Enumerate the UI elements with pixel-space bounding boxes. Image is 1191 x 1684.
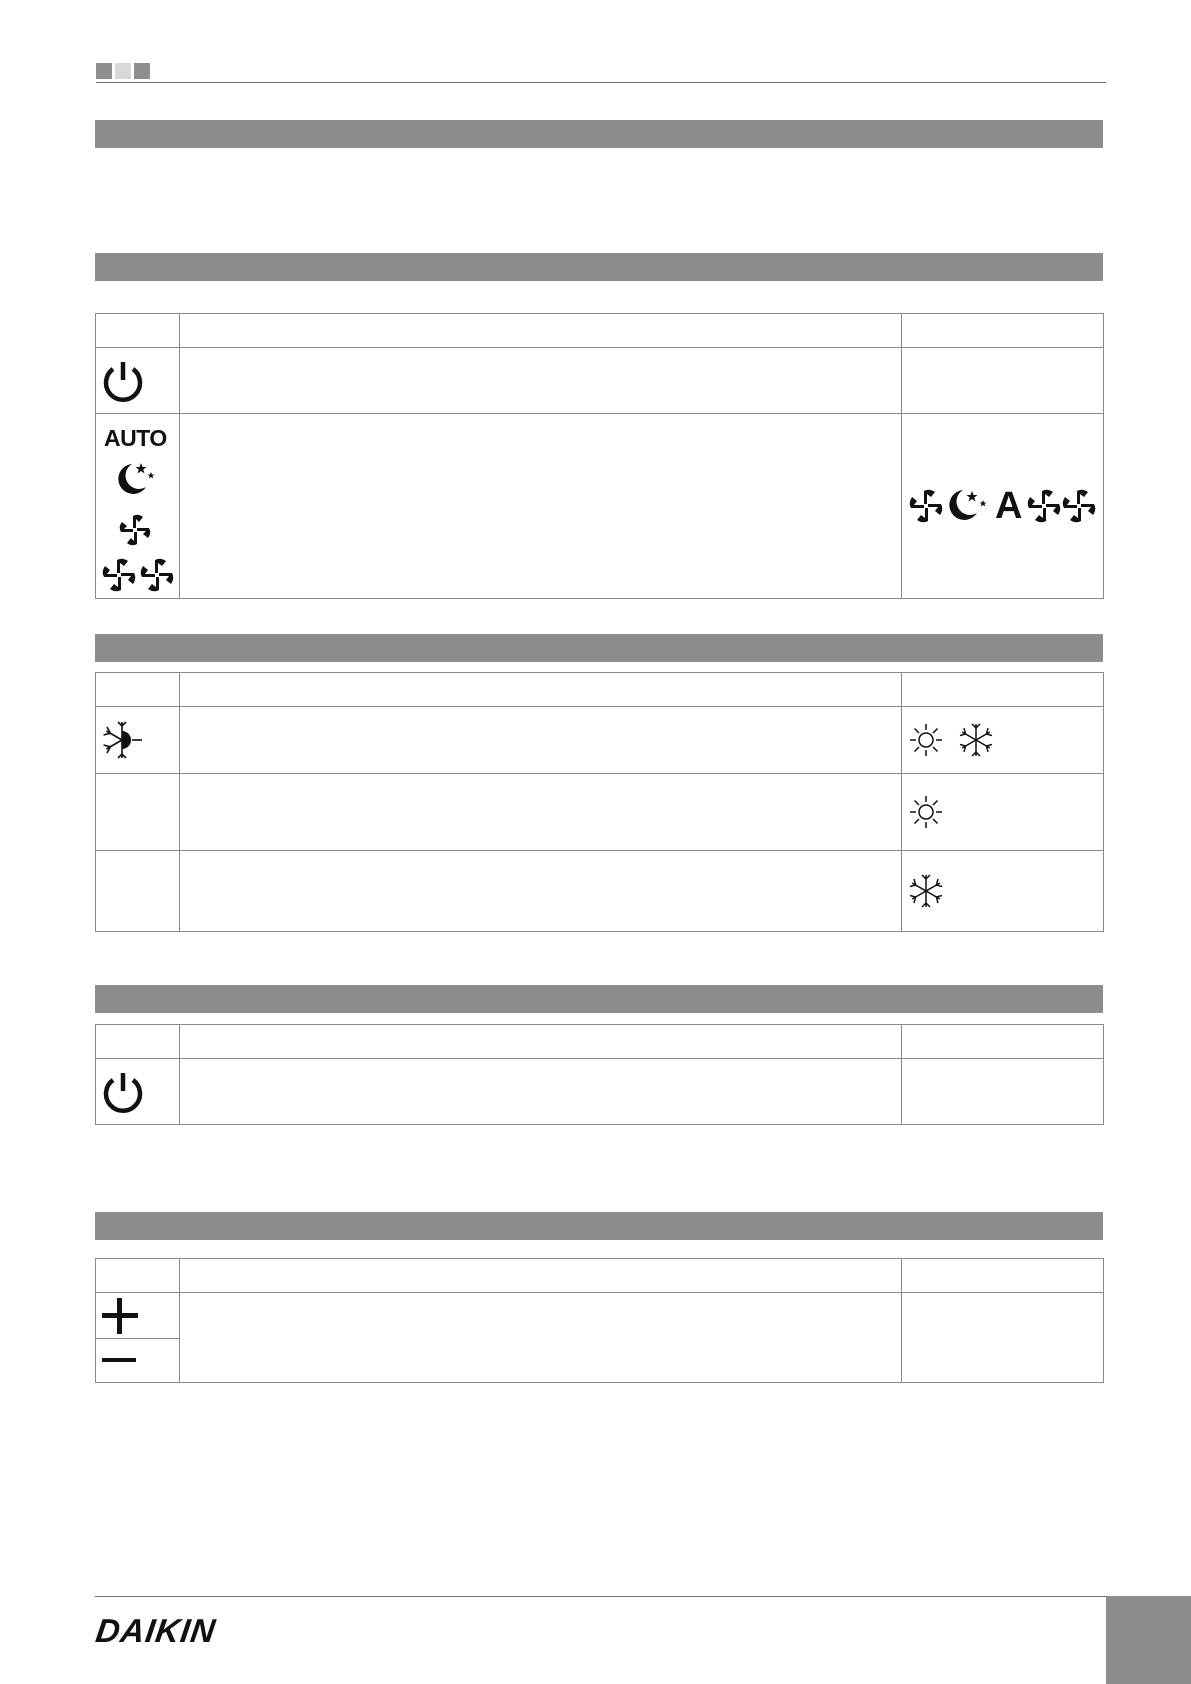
function-table-power	[95, 1024, 1104, 1125]
table-cell	[180, 314, 902, 348]
table-cell	[902, 1293, 1104, 1383]
table-cell	[96, 1059, 180, 1125]
footer-rule	[95, 1596, 1106, 1597]
moon-stars-icon	[946, 487, 990, 525]
table-cell	[180, 348, 902, 414]
table-cell	[180, 673, 902, 707]
fan-icon	[117, 512, 153, 548]
table-cell	[180, 851, 902, 932]
table-row	[96, 1293, 1104, 1339]
heat-cool-icon	[100, 718, 144, 762]
table-cell	[96, 314, 180, 348]
power-icon	[100, 358, 146, 404]
table-cell	[902, 414, 1104, 599]
table-cell	[902, 348, 1104, 414]
power-icon	[100, 1069, 146, 1115]
header-squares	[96, 63, 150, 79]
table-row	[96, 774, 1104, 851]
table-cell	[180, 707, 902, 774]
table-cell	[96, 1025, 180, 1059]
section-bar	[95, 985, 1103, 1013]
sun-icon	[908, 722, 944, 758]
table-header-row	[96, 1259, 1104, 1293]
daikin-logo	[93, 1612, 218, 1650]
table-row	[96, 348, 1104, 414]
function-table-adjust	[95, 1258, 1104, 1383]
table-cell	[96, 851, 180, 932]
table-cell	[96, 1293, 180, 1339]
table-cell	[902, 707, 1104, 774]
table-cell	[96, 774, 180, 851]
double-fan-icon	[1027, 488, 1097, 524]
table-cell	[180, 774, 902, 851]
sun-icon	[908, 794, 944, 830]
table-cell	[902, 851, 1104, 932]
table-cell	[96, 1339, 180, 1383]
table-cell	[902, 1259, 1104, 1293]
table-cell	[96, 707, 180, 774]
header-square	[96, 63, 112, 79]
table-cell	[902, 1059, 1104, 1125]
table-header-row	[96, 673, 1104, 707]
auto-fan-letter: A	[995, 485, 1023, 527]
table-cell	[96, 1259, 180, 1293]
minus-icon	[99, 1346, 141, 1376]
plus-icon	[99, 1295, 141, 1337]
moon-stars-icon	[115, 461, 157, 499]
table-cell	[902, 774, 1104, 851]
section-bar	[95, 120, 1103, 148]
snowflake-icon	[958, 722, 994, 758]
table-cell	[96, 673, 180, 707]
table-row	[96, 1059, 1104, 1125]
table-cell	[96, 414, 180, 599]
table-cell	[180, 1059, 902, 1125]
header-square	[134, 63, 150, 79]
table-cell	[180, 1293, 902, 1383]
table-cell	[180, 1259, 902, 1293]
section-bar	[95, 1212, 1103, 1240]
function-table-mode	[95, 672, 1104, 932]
page-tab	[1106, 1596, 1191, 1684]
table-cell	[180, 414, 902, 599]
header-square	[115, 63, 131, 79]
logo-text: DAIKIN	[93, 1612, 219, 1649]
section-bar	[95, 634, 1103, 662]
table-cell	[902, 314, 1104, 348]
double-fan-icon	[99, 555, 179, 595]
table-header-row	[96, 314, 1104, 348]
table-row	[96, 414, 1104, 599]
auto-label: AUTO	[104, 424, 167, 451]
function-table-power-fan	[95, 313, 1104, 599]
section-bar	[95, 253, 1103, 281]
fan-icon	[908, 488, 944, 524]
table-cell	[180, 1025, 902, 1059]
table-cell	[902, 1025, 1104, 1059]
table-header-row	[96, 1025, 1104, 1059]
header-rule	[96, 82, 1106, 83]
table-row	[96, 707, 1104, 774]
table-row	[96, 851, 1104, 932]
table-cell	[902, 673, 1104, 707]
table-cell	[96, 348, 180, 414]
snowflake-icon	[908, 873, 944, 909]
